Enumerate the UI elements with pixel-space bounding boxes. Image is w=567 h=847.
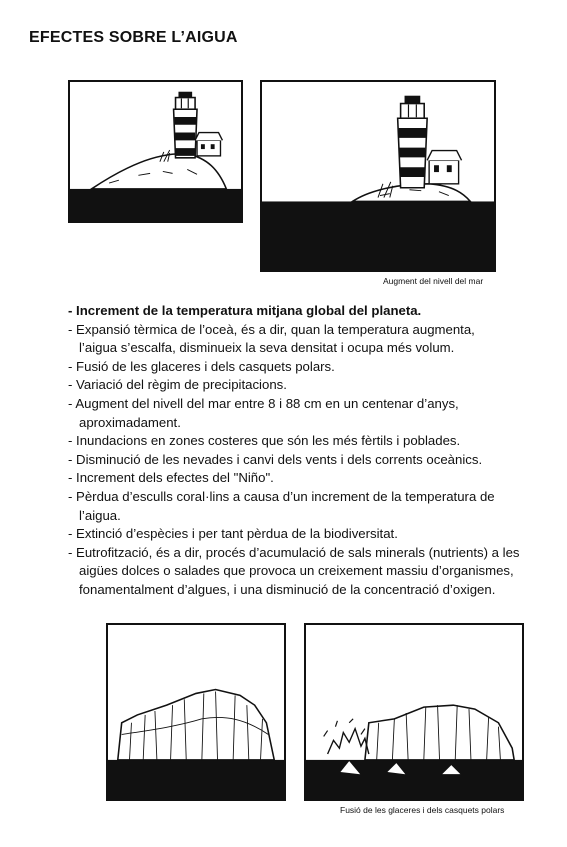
effect-item: - Expansió tèrmica de l’oceà, és a dir, quan la temperatura augmenta, l’aigua s’escalfa, disminueix la seva densitat i ocupa més volum.: [68, 321, 475, 356]
effect-item: - Disminució de les nevades i canvi dels vents i dels corrents oceànics.: [68, 451, 483, 467]
lighthouse-high-sea-illustration: [260, 80, 496, 272]
effect-item: - Fusió de les glaceres i dels casquets polars.: [68, 358, 335, 374]
effect-item: - Increment de la temperatura mitjana global del planeta.: [68, 303, 422, 318]
effect-item: - Increment dels efectes del "Niño".: [68, 470, 274, 486]
page-title: EFECTES SOBRE L’AIGUA: [29, 29, 238, 46]
glacier-caption: Fusió de les glaceres i dels casquets polars: [340, 805, 505, 815]
effect-item: - Extinció d’espècies i per tant pèrdua de la biodiversitat.: [68, 526, 398, 542]
effect-item: - Eutrofització, és a dir, procés d’acumulació de sals minerals (nutrients) a les aigües dolces o salades que provoca un creixement massiu d’organismes, fonamentalment d’algues, i una disminució de la concentració d’oxigen.: [68, 544, 520, 597]
effect-item: - Pèrdua d’esculls coral·lins a causa d’un increment de la temperatura de l’aigua.: [68, 488, 495, 523]
effect-item: - Augment del nivell del mar entre 8 i 88 cm en un centenar d’anys, aproximadament.: [68, 395, 459, 430]
sea-level-caption: Augment del nivell del mar: [383, 276, 484, 286]
glacier-melting-illustration: [304, 623, 524, 801]
lighthouse-low-sea-illustration: [68, 80, 243, 223]
effects-list: [68, 302, 563, 600]
effect-item: - Variació del règim de precipitacions.: [68, 377, 287, 393]
glacier-intact-illustration: [106, 623, 286, 801]
effect-item: - Inundacions en zones costeres que són les més fèrtils i poblades.: [68, 433, 461, 449]
